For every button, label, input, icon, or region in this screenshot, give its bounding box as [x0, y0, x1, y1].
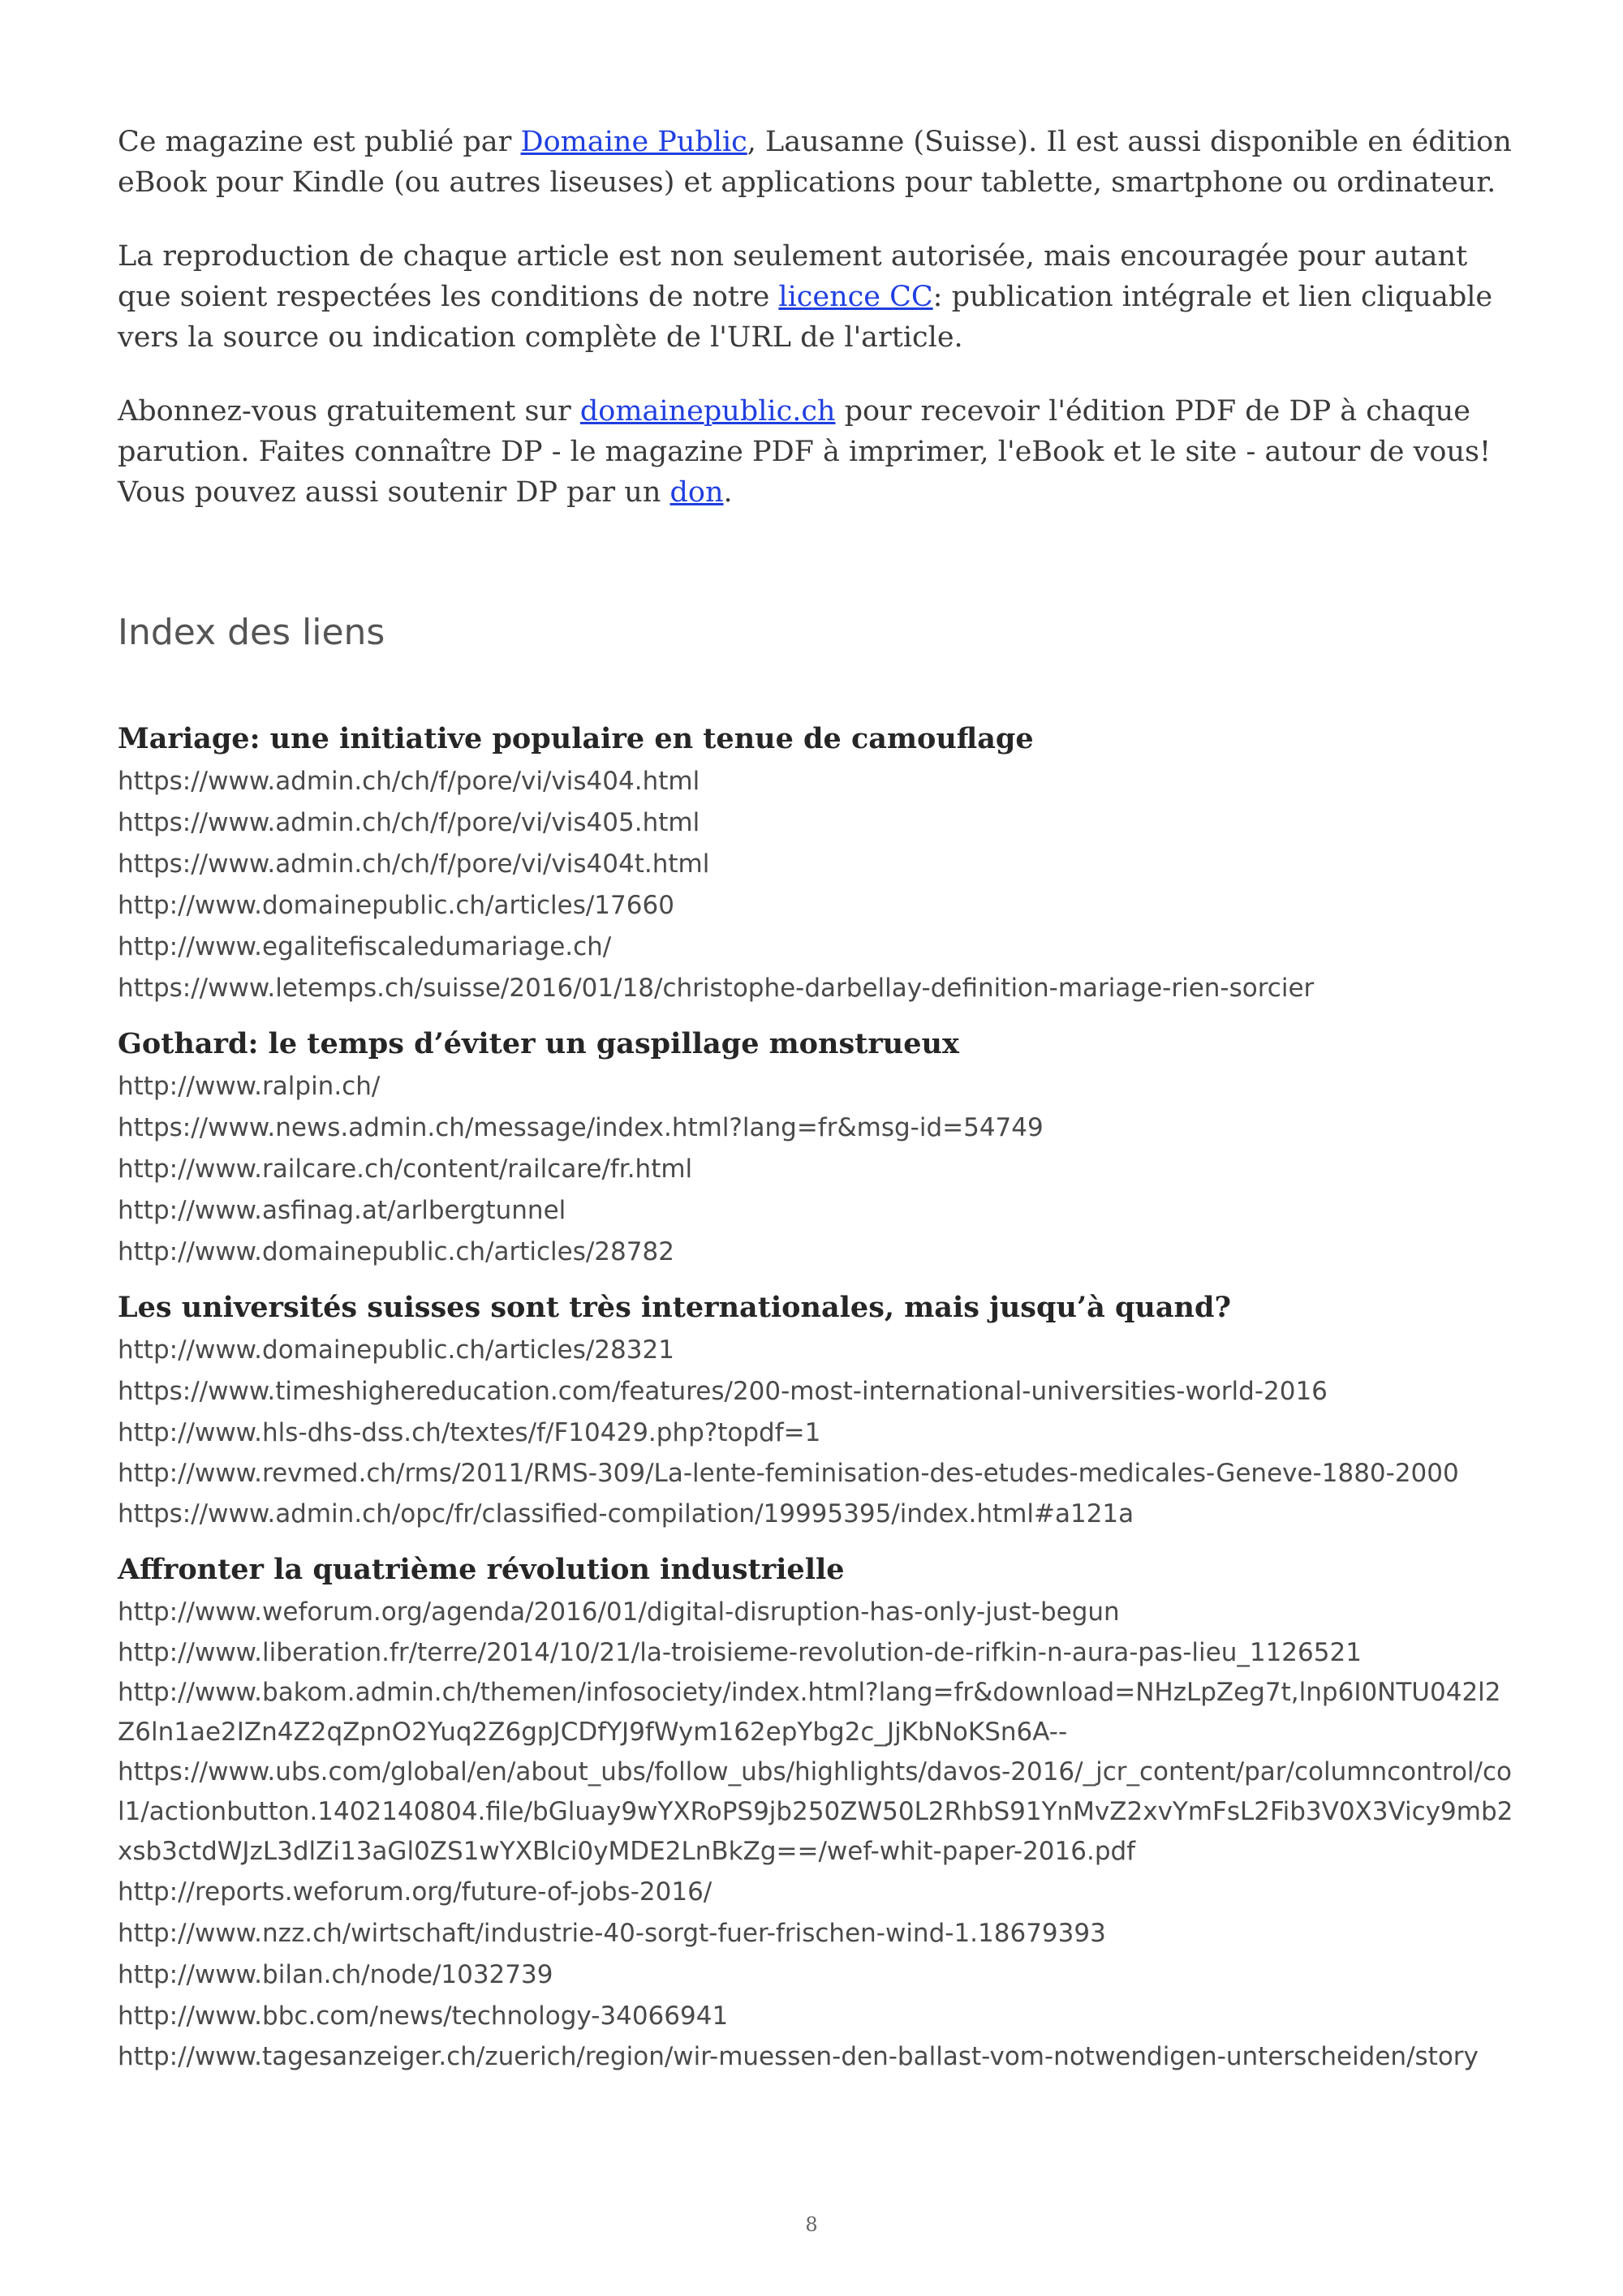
text: pour recevoir l'édition PDF de DP à chaque parution. Faites connaître DP - le magazine PDF à imprimer, l'eBook et le site - autour de vous! Vous pouvez aussi soutenir DP par un: [118, 395, 1492, 509]
section-title: Affronter la quatrième révolution industrielle: [118, 1553, 845, 1586]
link-url[interactable]: https://www.admin.ch/ch/f/pore/vi/vis405.html: [118, 808, 700, 837]
link-url[interactable]: https://www.news.admin.ch/message/index.html?lang=fr&msg-id=54749: [118, 1113, 1044, 1142]
text: : publication intégrale et lien cliquable vers la source ou indication complète de l'URL de l'article.: [118, 281, 1493, 354]
don-link[interactable]: don: [669, 476, 724, 509]
link-url[interactable]: http://www.ralpin.ch/: [118, 1072, 381, 1101]
document-page: [118, 122, 1513, 2092]
link-url[interactable]: http://www.domainepublic.ch/articles/28321: [118, 1335, 674, 1365]
link-url[interactable]: http://www.bbc.com/news/technology-34066941: [118, 2001, 729, 2031]
link-url[interactable]: http://www.bakom.admin.ch/themen/infosociety/index.html?lang=fr&download=NHzLpZeg7t,lnp6I0NTU042l2Z6ln1ae2IZn4Z2qZpnO2Yuq2Z6gpJCDfYJ9fWym162epYbg2c_JjKbNoKSn6A--: [118, 1678, 1501, 1747]
intro-paragraph-subscribe: [118, 391, 1513, 513]
domainepublic-link[interactable]: domainepublic.ch: [579, 395, 836, 428]
index-heading: Index des liens: [118, 612, 385, 653]
intro-paragraph-license: [118, 236, 1513, 358]
link-url[interactable]: https://www.letemps.ch/suisse/2016/01/18/christophe-darbellay-definition-mariage-rien-sorcier: [118, 974, 1315, 1003]
text: La reproduction de chaque article est non seulement autorisée, mais encouragée pour autant que soient respectées les conditions de notre: [118, 240, 1468, 313]
link-url[interactable]: http://www.domainepublic.ch/articles/17660: [118, 891, 674, 920]
section-title: Mariage: une initiative populaire en tenue de camouflage: [118, 722, 1034, 755]
intro-paragraph-publisher: [118, 122, 1513, 203]
link-url[interactable]: http://www.egalitefiscaledumariage.ch/: [118, 932, 612, 961]
link-url[interactable]: http://www.tagesanzeiger.ch/zuerich/region/wir-muessen-den-ballast-vom-notwendigen-unterscheiden/story: [118, 2042, 1479, 2071]
link-url[interactable]: https://www.timeshighereducation.com/features/200-most-international-universities-world-2016: [118, 1377, 1328, 1406]
link-url[interactable]: http://www.railcare.ch/content/railcare/fr.html: [118, 1154, 693, 1184]
index-section: [118, 1288, 1513, 1535]
link-url[interactable]: https://www.ubs.com/global/en/about_ubs/follow_ubs/highlights/davos-2016/_jcr_content/par/columncontrol/col1/actionbutton.1402140804.file/bGluay9wYXRoPS9jb250ZW50L2RhbS91YnMvZ2xvYmFsL2Fib3V0X3Vicy9mb2xsb3ctdWJzL3dlZi13aGl0ZS1wYXBlci0yMDE2LnBkZg==/wef-whit-paper-2016.pdf: [118, 1757, 1513, 1866]
index-section: [118, 1024, 1513, 1273]
index-section: [118, 1550, 1513, 2077]
link-url[interactable]: https://www.admin.ch/opc/fr/classified-compilation/19995395/index.html#a121a: [118, 1499, 1134, 1529]
licence-cc-link[interactable]: licence CC: [778, 281, 933, 313]
link-url[interactable]: https://www.admin.ch/ch/f/pore/vi/vis404.html: [118, 767, 700, 796]
text: Ce magazine est publié par: [118, 126, 521, 158]
link-url[interactable]: http://reports.weforum.org/future-of-jobs-2016/: [118, 1877, 712, 1907]
text: .: [723, 476, 733, 509]
link-url[interactable]: http://www.revmed.ch/rms/2011/RMS-309/La-lente-feminisation-des-etudes-medicales-Geneve-1880-2000: [118, 1459, 1459, 1488]
link-url[interactable]: http://www.nzz.ch/wirtschaft/industrie-40-sorgt-fuer-frischen-wind-1.18679393: [118, 1919, 1106, 1948]
index-sections: [118, 719, 1513, 2077]
section-title: Gothard: le temps d’éviter un gaspillage monstrueux: [118, 1027, 959, 1060]
page-number: 8: [805, 2213, 818, 2236]
text: Abonnez-vous gratuitement sur: [118, 395, 580, 428]
section-title: Les universités suisses sont très internationales, mais jusqu’à quand?: [118, 1291, 1231, 1324]
link-url[interactable]: http://www.bilan.ch/node/1032739: [118, 1960, 553, 1989]
text: , Lausanne (Suisse). Il est aussi disponible en édition eBook pour Kindle (ou autres liseuses) et applications pour tablette, smartphone ou ordinateur.: [118, 126, 1512, 199]
domaine-public-link[interactable]: Domaine Public: [520, 126, 747, 158]
link-url[interactable]: http://www.asfinag.at/arlbergtunnel: [118, 1196, 566, 1225]
link-url[interactable]: https://www.admin.ch/ch/f/pore/vi/vis404t.html: [118, 849, 710, 879]
index-section: [118, 719, 1513, 1009]
link-url[interactable]: http://www.hls-dhs-dss.ch/textes/f/F10429.php?topdf=1: [118, 1418, 821, 1447]
link-url[interactable]: http://www.domainepublic.ch/articles/28782: [118, 1237, 674, 1266]
link-url[interactable]: http://www.liberation.fr/terre/2014/10/21/la-troisieme-revolution-de-rifkin-n-aura-pas-lieu_1126521: [118, 1638, 1362, 1667]
link-url[interactable]: http://www.weforum.org/agenda/2016/01/digital-disruption-has-only-just-begun: [118, 1597, 1120, 1627]
